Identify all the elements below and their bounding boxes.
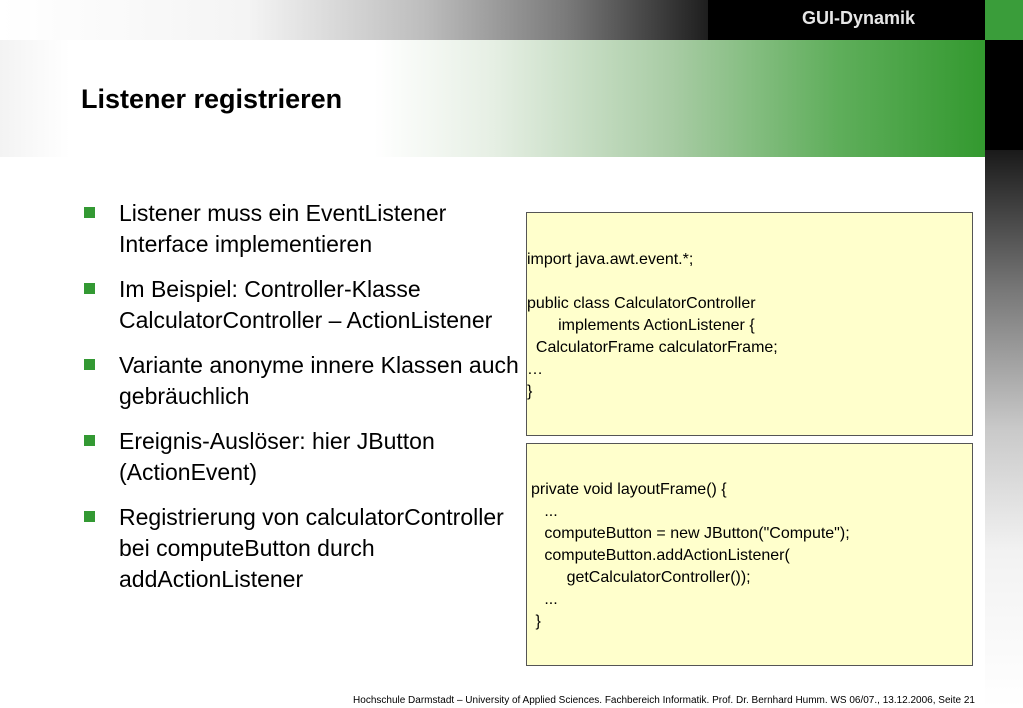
bullet-item bbox=[84, 274, 524, 336]
code-box-layout-frame bbox=[526, 443, 973, 666]
slide-title: Listener registrieren bbox=[81, 84, 343, 114]
bullet-square-icon bbox=[84, 283, 95, 294]
bullet-list bbox=[84, 198, 524, 609]
bullet-text: Im Beispiel: Controller-Klasse CalculatorController – ActionListener bbox=[119, 276, 493, 333]
side-black-bar bbox=[985, 40, 1023, 150]
bullet-item bbox=[84, 502, 524, 595]
bullet-square-icon bbox=[84, 435, 95, 446]
header-gradient-bar bbox=[0, 0, 708, 40]
bullet-square-icon bbox=[84, 207, 95, 218]
bullet-item bbox=[84, 198, 524, 260]
footer-text: Hochschule Darmstadt – University of Applied Sciences. Fachbereich Informatik. Prof. Dr. Bernhard Humm. WS 06/07., 13.12.2006, Seite 21 bbox=[353, 695, 975, 706]
code-snippet: private void layoutFrame() { ... computeButton = new JButton("Compute"); computeButton.addActionListener( getCalculatorController()); ... } bbox=[531, 481, 850, 630]
side-gradient-bar bbox=[985, 150, 1023, 708]
code-snippet: import java.awt.event.*; public class CalculatorController implements ActionListener { CalculatorFrame calculatorFrame; … } bbox=[527, 251, 778, 400]
code-box-class-declaration bbox=[526, 212, 973, 436]
bullet-text: Registrierung von calculatorController bei computeButton durch addActionListener bbox=[119, 504, 504, 592]
bullet-text: Ereignis-Auslöser: hier JButton (ActionEvent) bbox=[119, 428, 435, 485]
bullet-square-icon bbox=[84, 511, 95, 522]
bullet-text: Variante anonyme innere Klassen auch gebräuchlich bbox=[119, 352, 519, 409]
bullet-square-icon bbox=[84, 359, 95, 370]
bullet-text: Listener muss ein EventListener Interface implementieren bbox=[119, 200, 447, 257]
corner-green-strip bbox=[985, 0, 1023, 40]
section-title: GUI-Dynamik bbox=[801, 8, 915, 28]
bullet-item bbox=[84, 350, 524, 412]
header-black-bar bbox=[708, 0, 985, 40]
bullet-item bbox=[84, 426, 524, 488]
